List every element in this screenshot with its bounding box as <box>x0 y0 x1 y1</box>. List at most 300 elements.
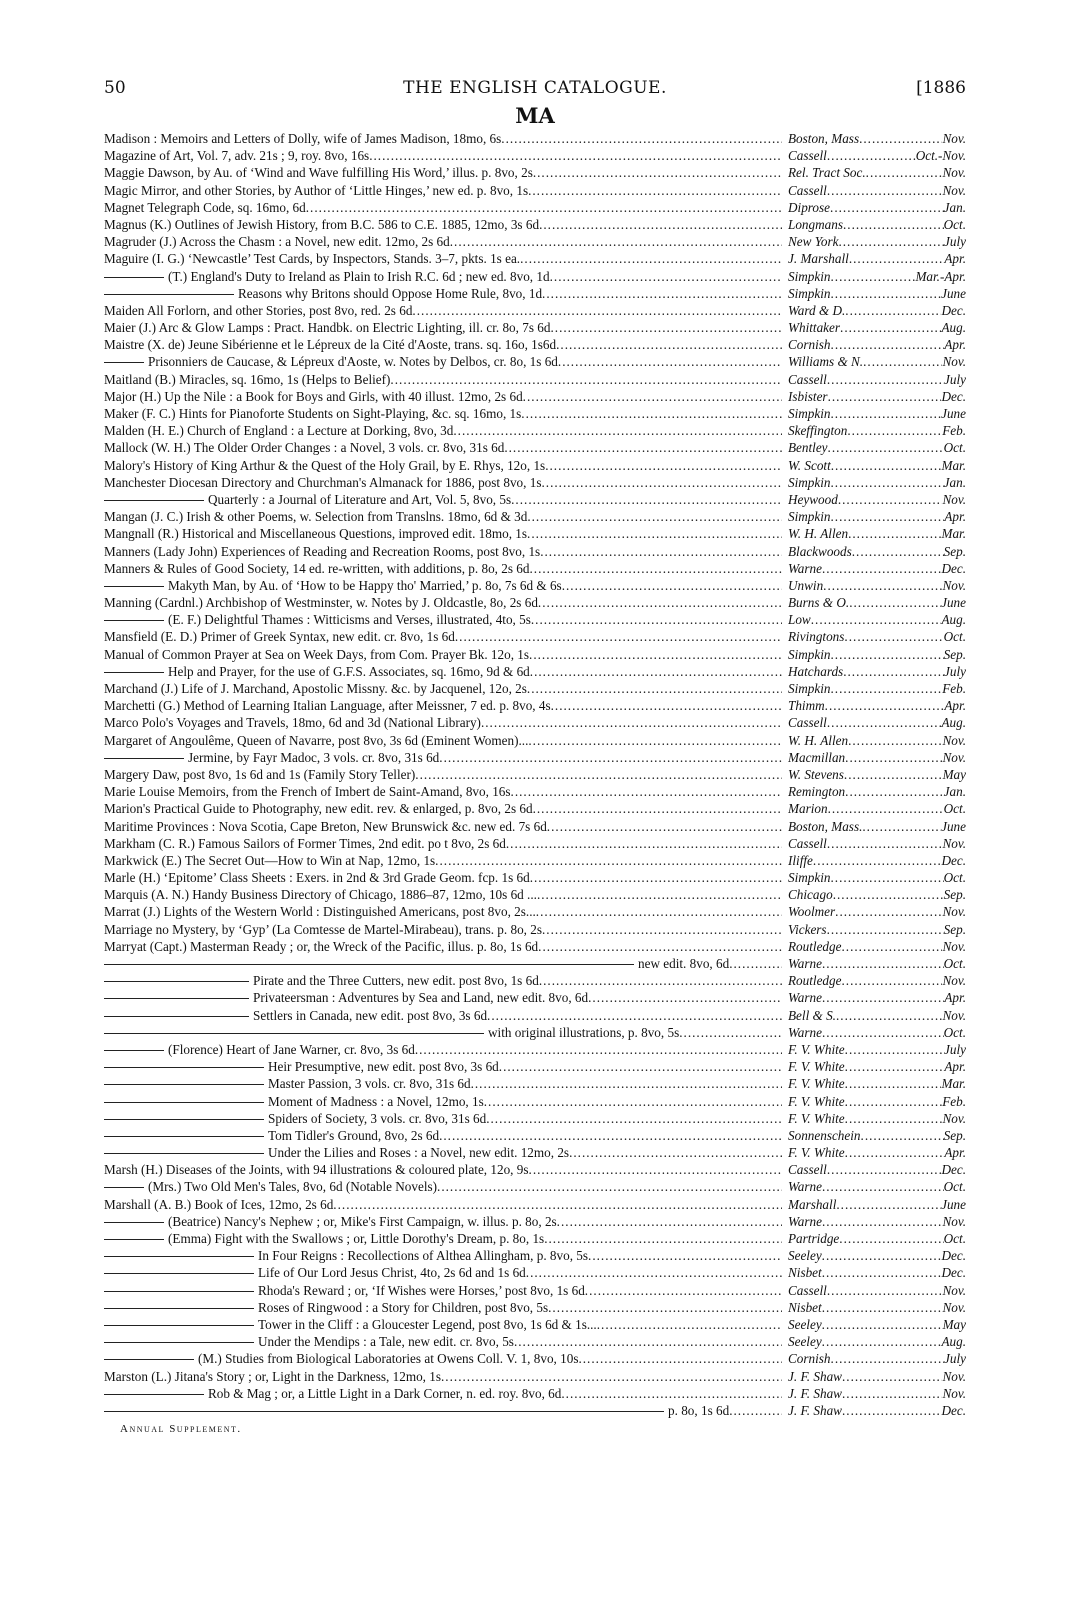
entry-title-cell <box>104 594 782 611</box>
dot-leader <box>527 525 782 542</box>
entry-publisher-cell <box>788 439 966 456</box>
entry-month: Nov. <box>942 491 966 507</box>
entry-publisher-cell <box>788 1161 966 1178</box>
dot-leader <box>435 852 782 869</box>
entry-title-cell <box>104 852 782 869</box>
ditto-rule <box>104 1350 194 1360</box>
entry-month: Apr. <box>944 509 966 525</box>
entry-title: Jermine, by Fayr Madoc, 3 vols. cr. 8vo, 31s 6d <box>188 749 440 765</box>
dot-leader <box>415 1041 782 1058</box>
dot-leader <box>551 697 782 714</box>
entry-publisher-cell <box>788 543 966 560</box>
dot-leader <box>557 1213 782 1230</box>
entry-publisher: Rivingtons <box>788 629 845 645</box>
entry-publisher-cell <box>788 1178 966 1195</box>
entry-title-cell <box>104 1196 782 1213</box>
entry-title: Manners (Lady John) Experiences of Reading and Recreation Rooms, post 8vo, 1s <box>104 543 541 559</box>
entry-title: Rob & Mag ; or, a Little Light in a Dark Corner, n. ed. roy. 8vo, 6d <box>208 1385 562 1401</box>
catalogue-entry <box>104 474 966 491</box>
entry-title: In Four Reigns : Recollections of Althea Allingham, p. 8vo, 5s <box>258 1248 589 1264</box>
catalogue-entry <box>104 302 966 319</box>
entry-title: Marchand (J.) Life of J. Marchand, Apostolic Missny. &c. by Jacquenel, 12o, 2s <box>104 681 527 696</box>
dot-leader <box>831 869 944 886</box>
ditto-rule <box>104 1110 264 1120</box>
entry-publisher: Ward & D. <box>788 302 846 318</box>
entry-publisher-cell <box>788 594 966 611</box>
entry-title-cell <box>104 405 782 422</box>
catalogue-entry <box>104 182 966 199</box>
dot-leader <box>528 732 782 749</box>
dot-leader <box>844 766 943 783</box>
entry-title-cell <box>104 732 782 749</box>
entry-publisher-cell <box>788 199 966 216</box>
dot-leader <box>843 216 944 233</box>
entry-publisher-cell <box>788 972 966 989</box>
entry-title: Maker (F. C.) Hints for Pianoforte Students on Sight-Playing, &c. sq. 16mo, 1s <box>104 406 522 421</box>
dot-leader <box>390 371 782 388</box>
dot-leader <box>556 336 782 353</box>
dot-leader <box>822 1333 942 1350</box>
catalogue-entry <box>104 1213 966 1230</box>
entry-month: July <box>944 371 966 387</box>
dot-leader <box>831 474 944 491</box>
entry-publisher-cell <box>788 611 966 628</box>
entry-publisher: F. V. White <box>788 1076 845 1092</box>
entry-title: Marquis (A. N.) Handy Business Directory of Chicago, 1886–87, 12mo, 10s 6d ... <box>104 887 537 903</box>
entry-publisher-cell <box>788 921 966 938</box>
entry-publisher-cell <box>788 955 966 972</box>
entry-title-cell <box>104 1178 782 1195</box>
entry-title-cell <box>104 714 782 731</box>
entry-title: Malory's History of King Arthur & the Quest of the Holy Grail, by E. Rhys, 12o, 1s <box>104 457 546 473</box>
catalogue-entry <box>104 1127 966 1144</box>
entry-publisher: Cassell <box>788 182 827 198</box>
entry-title-cell <box>104 646 782 663</box>
entry-month: Dec. <box>941 388 966 404</box>
entry-title-cell <box>104 1299 782 1316</box>
ditto-rule <box>104 1402 664 1412</box>
dot-leader <box>585 1282 782 1299</box>
catalogue-entry <box>104 869 966 886</box>
entry-month: Nov. <box>942 938 966 954</box>
entry-title-cell <box>104 783 782 800</box>
entry-month: Oct. <box>943 801 966 817</box>
entry-title-cell <box>104 1247 782 1264</box>
entry-publisher-cell <box>788 1247 966 1264</box>
catalogue-entry <box>104 680 966 697</box>
dot-leader <box>831 680 943 697</box>
entry-title-cell <box>104 938 782 955</box>
ditto-rule <box>104 491 204 501</box>
entry-title: (E. F.) Delightful Thames : Witticisms and Verses, illustrated, 4to, 5s <box>168 612 531 628</box>
entry-title-cell <box>104 336 782 353</box>
dot-leader <box>588 1247 782 1264</box>
entry-publisher-cell <box>788 577 966 594</box>
ditto-rule <box>104 1075 264 1085</box>
entry-publisher-cell <box>788 1350 966 1367</box>
catalogue-entry <box>104 921 966 938</box>
entry-title: Maitland (B.) Miracles, sq. 16mo, 1s (Helps to Belief) <box>104 371 391 387</box>
entry-publisher-cell <box>788 525 966 542</box>
entry-publisher-cell <box>788 989 966 1006</box>
entry-month: Nov. <box>942 1007 966 1023</box>
entry-title: Marle (H.) ‘Epitome’ Class Sheets : Exers. in 2nd & 3rd Grade Geom. fcp. 1s 6d <box>104 870 530 886</box>
dot-leader <box>861 1127 944 1144</box>
dot-leader <box>822 1264 942 1281</box>
ditto-rule <box>104 1264 254 1274</box>
entry-publisher-cell <box>788 268 966 285</box>
dot-leader <box>679 1024 782 1041</box>
entry-title-cell <box>104 1075 782 1092</box>
ditto-rule <box>104 1230 164 1240</box>
entry-publisher-cell <box>788 474 966 491</box>
entry-publisher: Marshall <box>788 1196 837 1212</box>
entry-title-cell <box>104 1144 782 1161</box>
entry-title: Maritime Provinces : Nova Scotia, Cape Breton, New Brunswick &c. new ed. 7s 6d <box>104 818 547 834</box>
entry-month: Feb. <box>942 681 966 696</box>
entry-title-cell <box>104 1333 782 1350</box>
entry-publisher: Whittaker <box>788 320 841 336</box>
catalogue-entry <box>104 1350 966 1367</box>
dot-leader <box>450 233 782 250</box>
dot-leader <box>527 680 782 697</box>
entry-month: Oct. <box>943 1179 966 1195</box>
entry-title-cell <box>104 164 782 181</box>
entry-title: (Florence) Heart of Jane Warner, cr. 8vo, 3s 6d <box>168 1041 415 1057</box>
dot-leader <box>822 1299 943 1316</box>
entry-publisher: Simpkin <box>788 870 831 886</box>
entry-title-cell <box>104 869 782 886</box>
entry-month: Nov. <box>942 1110 966 1126</box>
dot-leader <box>530 869 782 886</box>
entry-month: Nov. <box>942 1368 966 1384</box>
entry-title: Mansfield (E. D.) Primer of Greek Syntax, new edit. cr. 8vo, 1s 6d <box>104 629 455 645</box>
entry-title-cell <box>104 199 782 216</box>
dot-leader <box>852 543 944 560</box>
entry-publisher-cell <box>788 628 966 645</box>
ditto-rule <box>104 1127 264 1137</box>
entry-title-cell <box>104 697 782 714</box>
dot-leader <box>597 1316 782 1333</box>
catalogue-entry <box>104 1178 966 1195</box>
ditto-rule <box>104 1247 254 1257</box>
entry-publisher-cell <box>788 714 966 731</box>
dot-leader <box>514 1333 782 1350</box>
entry-title: Mallock (W. H.) The Older Order Changes : a Novel, 3 vols. cr. 8vo, 31s 6d <box>104 440 505 456</box>
entry-title-cell <box>104 560 782 577</box>
catalogue-entry <box>104 697 966 714</box>
entry-publisher: Simpkin <box>788 681 831 696</box>
entry-publisher: W. Scott <box>788 457 831 473</box>
catalogue-entry <box>104 646 966 663</box>
entry-publisher: Cornish <box>788 337 831 353</box>
entry-title: Makyth Man, by Au. of ‘How to be Happy tho' Married,’ p. 8o, 7s 6d & 6s <box>168 577 562 593</box>
entry-month: Sep. <box>943 887 966 903</box>
entry-title: Marco Polo's Voyages and Travels, 18mo, 6d and 3d (National Library) <box>104 715 481 731</box>
dot-leader <box>862 818 941 835</box>
catalogue-entry <box>104 508 966 525</box>
entry-publisher: Hatchards <box>788 663 844 679</box>
section-heading: MA <box>515 103 555 128</box>
catalogue-entry <box>104 388 966 405</box>
entry-publisher: Iliffe <box>788 852 813 868</box>
dot-leader <box>499 1058 782 1075</box>
dot-leader <box>842 1385 942 1402</box>
entry-publisher: Seeley <box>788 1334 822 1350</box>
entry-publisher: F. V. White <box>788 1093 845 1109</box>
entry-month: July <box>944 234 966 250</box>
dot-leader <box>415 766 782 783</box>
catalogue-entry <box>104 903 966 920</box>
entry-publisher: Partridge <box>788 1231 840 1246</box>
entry-month: Sep. <box>943 921 966 937</box>
dot-leader <box>848 525 941 542</box>
entry-title: Maggie Dawson, by Au. of ‘Wind and Wave fulfilling His Word,’ illus. p. 8vo, 2s <box>104 165 533 181</box>
dot-leader <box>845 783 944 800</box>
entry-title: Manchester Diocesan Directory and Churchman's Almanack for 1886, post 8vo, 1s <box>104 474 542 490</box>
entry-publisher: Marion <box>788 801 828 817</box>
entry-publisher: Williams & N. <box>788 354 864 370</box>
entry-title-cell <box>104 577 782 594</box>
entry-title: Heir Presumptive, new edit. post 8vo, 3s 6d <box>268 1059 499 1075</box>
entry-title-cell <box>104 1316 782 1333</box>
entry-publisher-cell <box>788 336 966 353</box>
dot-leader <box>831 285 942 302</box>
catalogue-entry <box>104 577 966 594</box>
entry-publisher-cell <box>788 353 966 370</box>
entry-month: July <box>944 1041 966 1057</box>
entry-month: Dec. <box>941 302 966 318</box>
entry-title: Marriage no Mystery, by ‘Gyp’ (La Comtesse de Martel-Mirabeau), trans. p. 8o, 2s <box>104 921 542 937</box>
dot-leader <box>833 886 944 903</box>
dot-leader <box>547 818 782 835</box>
entry-month: Nov. <box>942 1299 966 1315</box>
entry-month: Oct. <box>943 216 966 232</box>
entry-title: Margery Daw, post 8vo, 1s 6d and 1s (Family Story Teller) <box>104 766 416 782</box>
dot-leader <box>528 182 782 199</box>
entry-title: Mangnall (R.) Historical and Miscellaneous Questions, improved edit. 18mo, 1s <box>104 526 528 542</box>
entry-title-cell <box>104 1024 782 1041</box>
entry-publisher-cell <box>788 749 966 766</box>
catalogue-entry <box>104 525 966 542</box>
entry-publisher: Burns & O. <box>788 595 850 611</box>
entry-publisher: Bell & S. <box>788 1007 836 1023</box>
dot-leader <box>369 147 782 164</box>
dot-leader <box>526 1264 782 1281</box>
entry-publisher: Isbister <box>788 388 828 404</box>
entry-title: Madison : Memoirs and Letters of Dolly, wife of James Madison, 18mo, 6s <box>104 131 502 146</box>
dot-leader <box>412 302 782 319</box>
entry-title-cell <box>104 147 782 164</box>
entry-month: Nov. <box>942 182 966 198</box>
dot-leader <box>548 1299 782 1316</box>
entry-title: Quarterly : a Journal of Literature and Art, Vol. 5, 8vo, 5s <box>208 491 512 507</box>
entry-publisher: Simpkin <box>788 285 831 301</box>
entry-publisher: F. V. White <box>788 1041 845 1057</box>
entry-title: new edit. 8vo, 6d <box>638 956 730 971</box>
entry-month: Nov. <box>942 1282 966 1298</box>
ditto-rule <box>104 1058 264 1068</box>
ditto-rule <box>104 1385 204 1395</box>
entry-title: Rhoda's Reward ; or, ‘If Wishes were Horses,’ post 8vo, 1s 6d <box>258 1282 585 1298</box>
ditto-rule <box>104 611 164 621</box>
catalogue-entry <box>104 594 966 611</box>
catalogue-entry <box>104 749 966 766</box>
entry-month: Feb. <box>942 1093 966 1109</box>
dot-leader <box>538 594 782 611</box>
catalogue-entry <box>104 1247 966 1264</box>
dot-leader <box>831 646 944 663</box>
catalogue-entry <box>104 1368 966 1385</box>
entry-month: Nov. <box>942 973 966 989</box>
dot-leader <box>569 1144 782 1161</box>
dot-leader <box>831 268 916 285</box>
entry-title: Life of Our Lord Jesus Christ, 4to, 2s 6d and 1s 6d <box>258 1265 526 1281</box>
entry-publisher: Routledge <box>788 938 842 954</box>
entry-publisher-cell <box>788 147 966 164</box>
entry-title: Major (H.) Up the Nile : a Book for Boys and Girls, with 40 illust. 12mo, 2s 6d <box>104 388 523 404</box>
catalogue-entry <box>104 1264 966 1281</box>
entry-month: Apr. <box>944 1145 966 1161</box>
entry-month: Oct. <box>943 1024 966 1040</box>
entry-publisher: W. H. Allen <box>788 526 849 542</box>
entry-title: Under the Lilies and Roses : a Novel, new edit. 12mo, 2s <box>268 1145 570 1161</box>
entry-publisher: Macmillan <box>788 749 846 765</box>
catalogue-entries <box>104 130 966 1419</box>
catalogue-entry <box>104 336 966 353</box>
ditto-rule <box>104 1024 484 1034</box>
dot-leader <box>866 164 943 181</box>
dot-leader <box>845 1110 943 1127</box>
entry-publisher: Chicago <box>788 887 833 903</box>
entry-title: Margaret of Angoulême, Queen of Navarre, post 8vo, 3s 6d (Eminent Women)... <box>104 732 529 748</box>
page-header <box>104 78 966 104</box>
catalogue-entry <box>104 938 966 955</box>
entry-publisher-cell <box>788 1093 966 1110</box>
dot-leader <box>841 972 942 989</box>
entry-title: Marchetti (G.) Method of Learning Italian Language, after Meissner, 7 ed. p. 8vo, 4s <box>104 698 551 714</box>
catalogue-entry <box>104 216 966 233</box>
dot-leader <box>550 268 782 285</box>
entry-title-cell <box>104 250 782 267</box>
entry-publisher-cell <box>788 422 966 439</box>
ditto-rule <box>104 1213 164 1223</box>
entry-month: Nov. <box>942 577 966 593</box>
entry-title-cell <box>104 921 782 938</box>
entry-title: Magic Mirror, and other Stories, by Author of ‘Little Hinges,’ new ed. p. 8vo, 1s <box>104 182 529 198</box>
dot-leader <box>544 1230 782 1247</box>
dot-leader <box>561 1385 782 1402</box>
entry-title-cell <box>104 353 782 370</box>
page-year: [1886 <box>916 78 966 98</box>
entry-title-cell <box>104 130 782 147</box>
entry-month: Apr. <box>944 337 966 353</box>
entry-publisher: J. F. Shaw <box>788 1385 842 1401</box>
entry-publisher-cell <box>788 697 966 714</box>
dot-leader <box>839 1230 943 1247</box>
entry-month: Aug. <box>941 715 966 731</box>
entry-title-cell <box>104 457 782 474</box>
entry-month: Oct.-Nov. <box>915 148 966 164</box>
ditto-rule <box>104 955 634 965</box>
dot-leader <box>455 628 782 645</box>
entry-month: Nov. <box>942 165 966 181</box>
catalogue-entry <box>104 1333 966 1350</box>
catalogue-entry <box>104 628 966 645</box>
entry-month: Nov. <box>942 835 966 851</box>
entry-month: June <box>941 406 966 421</box>
page-footer: Annual Supplement. <box>120 1423 242 1436</box>
entry-title: Master Passion, 3 vols. cr. 8vo, 31s 6d <box>268 1076 471 1092</box>
dot-leader <box>844 628 943 645</box>
entry-title: (Emma) Fight with the Swallows ; or, Little Dorothy's Dream, p. 8o, 1s <box>168 1231 545 1246</box>
entry-publisher: Cassell <box>788 1162 827 1178</box>
entry-publisher-cell <box>788 886 966 903</box>
entry-title-cell <box>104 268 782 285</box>
entry-month: Dec. <box>941 1265 966 1281</box>
dot-leader <box>828 439 944 456</box>
entry-month: Sep. <box>943 646 966 662</box>
catalogue-entry <box>104 766 966 783</box>
entry-publisher: Sonnenschein <box>788 1127 861 1143</box>
dot-leader <box>859 130 942 147</box>
entry-title-cell <box>104 319 782 336</box>
dot-leader <box>831 336 945 353</box>
dot-leader <box>529 646 782 663</box>
entry-publisher-cell <box>788 818 966 835</box>
dot-leader <box>486 1110 782 1127</box>
entry-title-cell <box>104 749 782 766</box>
entry-title: Prisonniers de Caucase, & Lépreux d'Aoste, w. Notes by Delbos, cr. 8o, 1s 6d <box>148 354 558 370</box>
dot-leader <box>822 560 942 577</box>
entry-title: Help and Prayer, for the use of G.F.S. Associates, sq. 16mo, 9d & 6d <box>168 663 530 679</box>
dot-leader <box>827 1282 943 1299</box>
dot-leader <box>333 1196 782 1213</box>
dot-leader <box>848 732 942 749</box>
entry-title: Magnet Telegraph Code, sq. 16mo, 6d <box>104 199 306 215</box>
entry-title-cell <box>104 216 782 233</box>
catalogue-entry <box>104 1144 966 1161</box>
catalogue-entry <box>104 560 966 577</box>
entry-publisher-cell <box>788 405 966 422</box>
entry-publisher-cell <box>788 852 966 869</box>
entry-title-cell <box>104 1230 782 1247</box>
catalogue-page <box>104 78 966 1435</box>
entry-title: Marsh (H.) Diseases of the Joints, with 94 illustrations & coloured plate, 12o, 9s <box>104 1162 529 1178</box>
entry-publisher-cell <box>788 560 966 577</box>
dot-leader <box>822 989 944 1006</box>
catalogue-entry <box>104 783 966 800</box>
entry-title-cell <box>104 1385 782 1402</box>
entry-month: Mar. <box>941 457 966 473</box>
ditto-rule <box>104 1299 254 1309</box>
catalogue-entry <box>104 1282 966 1299</box>
entry-month: Nov. <box>942 749 966 765</box>
entry-month: July <box>944 663 966 679</box>
dot-leader <box>729 955 782 972</box>
entry-month: July <box>944 1351 966 1367</box>
entry-title-cell <box>104 955 782 972</box>
entry-publisher-cell <box>788 1196 966 1213</box>
catalogue-entry <box>104 835 966 852</box>
dot-leader <box>813 852 942 869</box>
dot-leader <box>836 1196 941 1213</box>
entry-publisher: Woolmer <box>788 904 836 920</box>
entry-publisher-cell <box>788 388 966 405</box>
dot-leader <box>541 474 782 491</box>
catalogue-entry <box>104 422 966 439</box>
dot-leader <box>529 560 782 577</box>
